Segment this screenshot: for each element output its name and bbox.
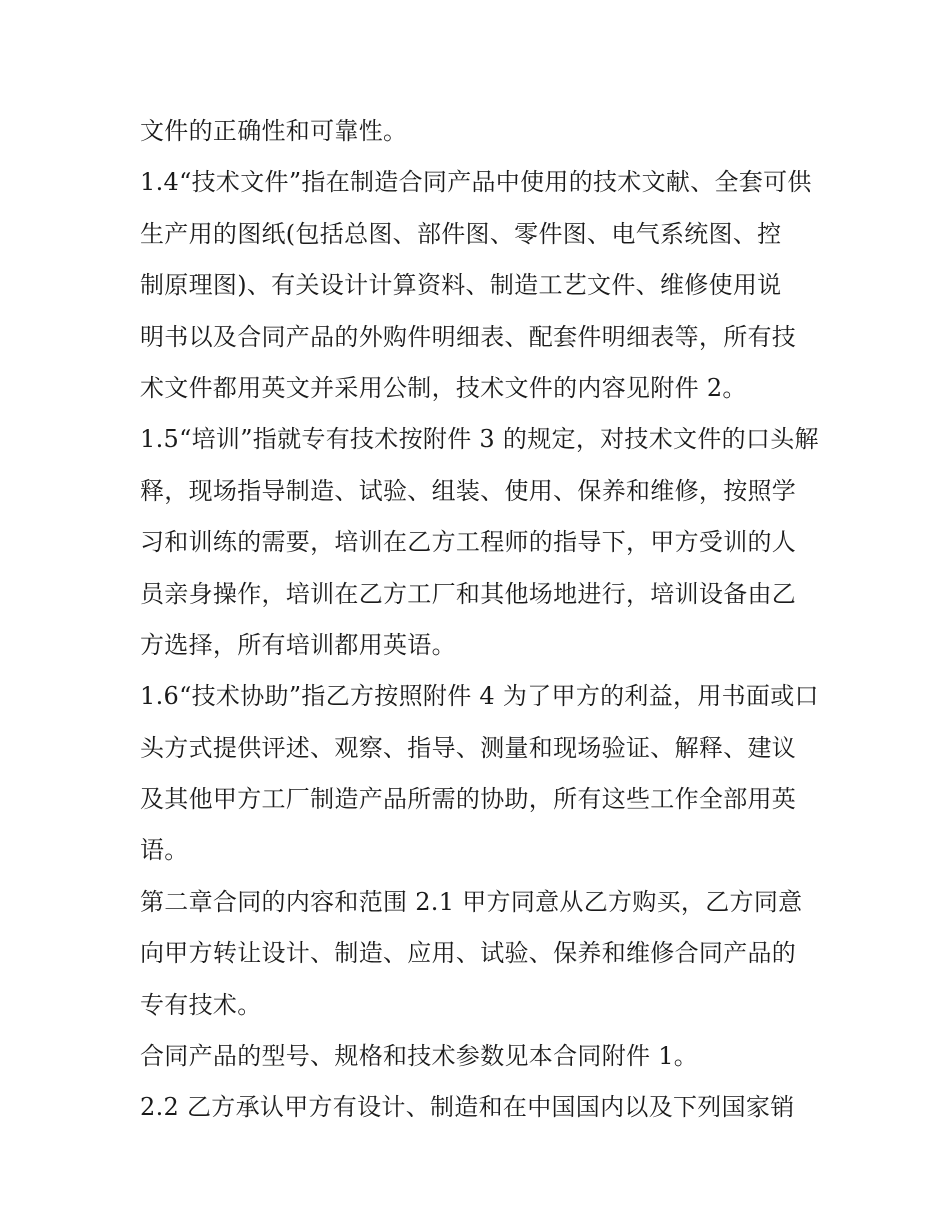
text-line: 明书以及合同产品的外购件明细表、配套件明细表等，所有技 xyxy=(140,322,797,351)
text-line: 语。 xyxy=(140,836,189,865)
text-line: 1.6“技术协助”指乙方按照附件 4 为了甲方的利益，用书面或口 xyxy=(140,682,819,711)
text-line: 制原理图)、有关设计计算资料、制造工艺文件、维修使用说 xyxy=(140,271,782,300)
text-line: 员亲身操作，培训在乙方工厂和其他场地进行，培训设备由乙 xyxy=(140,579,797,608)
text-line: 第二章合同的内容和范围 2.1 甲方同意从乙方购买，乙方同意 xyxy=(140,887,803,916)
text-line: 习和训练的需要，培训在乙方工程师的指导下，甲方受训的人 xyxy=(140,528,797,557)
text-line: 头方式提供评述、观察、指导、测量和现场验证、解释、建议 xyxy=(140,733,797,762)
text-line: 2.2 乙方承认甲方有设计、制造和在中国国内以及下列国家销 xyxy=(140,1093,795,1122)
text-line: 专有技术。 xyxy=(140,990,262,1019)
text-line: 释，现场指导制造、试验、组装、使用、保养和维修，按照学 xyxy=(140,476,797,505)
text-line: 方选择，所有培训都用英语。 xyxy=(140,630,456,659)
text-line: 生产用的图纸(包括总图、部件图、零件图、电气系统图、控 xyxy=(140,219,782,248)
text-line: 1.5“培训”指就专有技术按附件 3 的规定，对技术文件的口头解 xyxy=(140,425,819,454)
text-line: 及其他甲方工厂制造产品所需的协助，所有这些工作全部用英 xyxy=(140,785,797,814)
document-body xyxy=(140,106,820,1134)
text-line: 文件的正确性和可靠性。 xyxy=(140,117,408,145)
text-line: 合同产品的型号、规格和技术参数见本合同附件 1。 xyxy=(140,1042,699,1071)
text-line: 向甲方转让设计、制造、应用、试验、保养和维修合同产品的 xyxy=(140,939,797,968)
text-line: 1.4“技术文件”指在制造合同产品中使用的技术文献、全套可供 xyxy=(140,168,812,197)
text-line: 术文件都用英文并采用公制，技术文件的内容见附件 2。 xyxy=(140,373,747,402)
